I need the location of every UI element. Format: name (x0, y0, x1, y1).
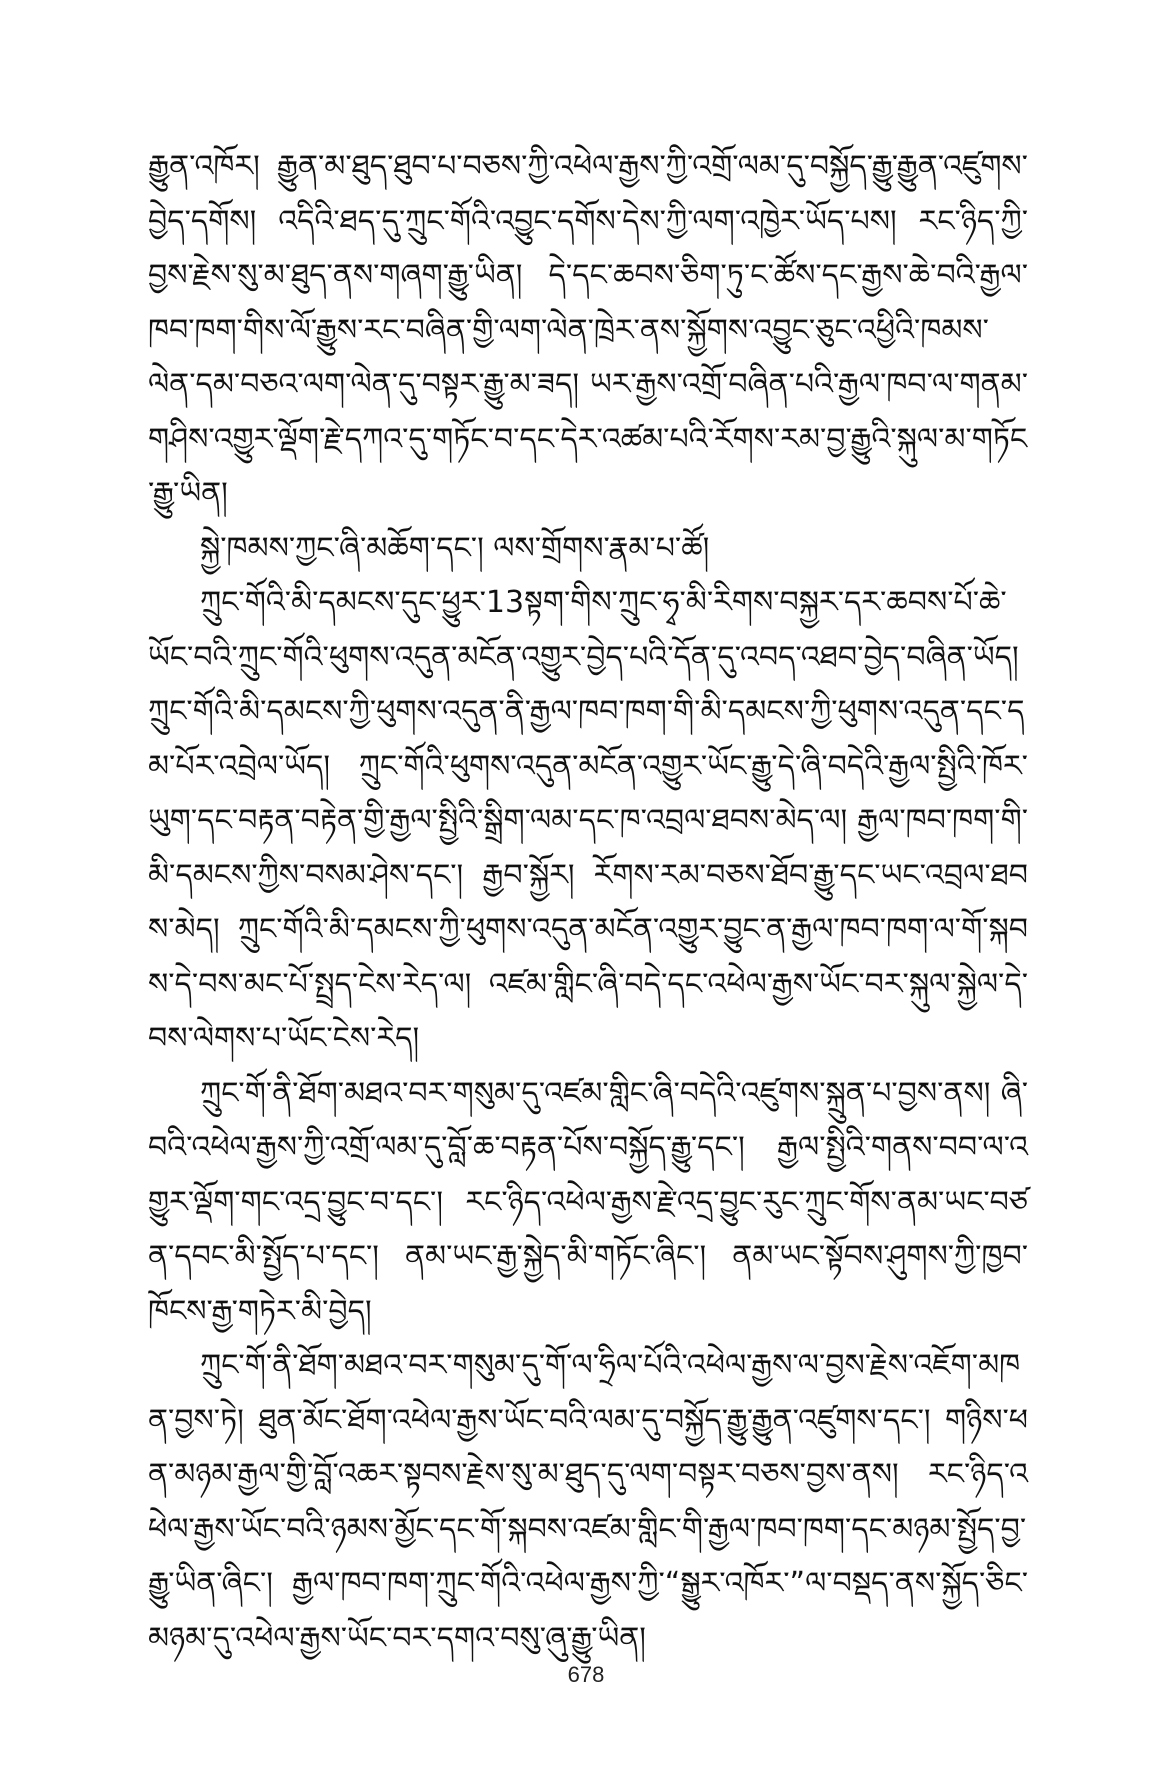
paragraph-1: རྒྱུན་འཁོར། རྒྱུན་མ་ཐུད་ཐུབ་པ་བཅས་ཀྱི་འཕེལ་རྒྱས་ཀྱི་འགྲོ་ལམ་དུ་བསྐྱོད་རྒྱུ་རྒྱུན་འཛུགས་བྱེད་དགོས། འདིའི་ཐད་དུ་ཀྲུང་གོའི་འབྱུང་དགོས་དེས་ཀྱི་ལག་འཁྱེར་ཡོད་པས། རང་ཉིད་ཀྱི་བྱས་རྗེས་སུ་མ་ཐུད་ནས་གཞག་རྒྱུ་ཡིན། དེ་དང་ཆབས་ཅིག་ཏུ་ང་ཚོས་དང་རྒྱས་ཆེ་བའི་རྒྱལ་ཁབ་ཁག་གིས་ལོ་རྒྱུས་རང་བཞིན་གྱི་ལག་ལེན་ཁྲེར་ནས་སྐྱོགས་འབྱུང་ཅུང་འཕྱིའི་ཁམས་ལེན་དམ་བཅའ་ལག་ལེན་དུ་བསྟར་རྒྱུ་མ་ཟད། ཡར་རྒྱས་འགྲོ་བཞིན་པའི་རྒྱལ་ཁབ་ལ་གནམ་གཤིས་འགྱུར་ལྡོག་རྗེ་དཀའ་དུ་གཏོང་བ་དང་དེར་འཚམ་པའི་རོགས་རམ་བྱ་རྒྱུའི་སྐུལ་མ་གཏོང་རྒྱུ་ཡིན། (148, 149, 1028, 511)
paragraph-3: ཀྲུང་གོའི་མི་དམངས་དུང་ཕྱུར་13སྟག་གིས་ཀྲུང་ཧྭ་མི་རིགས་བསྐྱར་དར་ཆབས་པོ་ཆེ་ཡོང་བའི་ཀྲུང་གོའི་ཕུགས་འདུན་མངོན་འགྱུར་བྱེད་པའི་དོན་དུ་འབད་འཐབ་བྱེད་བཞིན་ཡོད། ཀྲུང་གོའི་མི་དམངས་ཀྱི་ཕུགས་འདུན་ནི་རྒྱལ་ཁབ་ཁག་གི་མི་དམངས་ཀྱི་ཕུགས་འདུན་དང་དམ་པོར་འབྲེལ་ཡོད། ཀྲུང་གོའི་ཕུགས་འདུན་མངོན་འགྱུར་ཡོང་རྒྱུ་དེ་ཞི་བདེའི་རྒྱལ་སྤྱིའི་ཁོར་ཡུག་དང་བརྟན་བརྟེན་གྱི་རྒྱལ་སྤྱིའི་སྒྲིག་ལམ་དང་ཁ་འབྲལ་ཐབས་མེད་ལ། རྒྱལ་ཁབ་ཁག་གི་མི་དམངས་ཀྱིས་བསམ་ཤེས་དང་། རྒྱབ་སྐྱོར། རོགས་རམ་བཅས་ཐོབ་རྒྱུ་དང་ཡང་འབྲལ་ཐབས་མེད། ཀྲུང་གོའི་མི་དམངས་ཀྱི་ཕུགས་འདུན་མངོན་འགྱུར་བྱུང་ན་རྒྱལ་ཁབ་ཁག་ལ་གོ་སྐབས་དེ་བས་མང་པོ་སྤྲད་ངེས་རེད་ལ། འཛམ་གླིང་ཞི་བདེ་དང་འཕེལ་རྒྱས་ཡོང་བར་སྐུལ་སྐྱེལ་དེ་བས་ལེགས་པ་ཡོང་ངེས་རེད། (148, 585, 1029, 1056)
body-text (148, 140, 1028, 1666)
paragraph-2: སྐྱེ་ཁམས་ཀྱང་ཞི་མཆོག་དང་། ལས་གྲོགས་རྣམ་པ་ཚོ། (200, 530, 710, 566)
paragraph-4: ཀྲུང་གོ་ནི་ཐོག་མཐའ་བར་གསུམ་དུ་འཛམ་གླིང་ཞི་བདེའི་འཛུགས་སྐྲུན་པ་བྱས་ནས། ཞི་བའི་འཕེལ་རྒྱས་ཀྱི་འགྲོ་ལམ་དུ་བློ་ཆ་བརྟན་པོས་བསྐྱོད་རྒྱུ་དང་། རྒྱལ་སྤྱིའི་གནས་བབ་ལ་འགྱུར་ལྡོག་གང་འདྲ་བྱུང་བ་དང་། རང་ཉིད་འཕེལ་རྒྱས་རྗེ་འདྲ་བྱུང་རུང་ཀྲུང་གོས་ནམ་ཡང་བཙན་དབང་མི་སྤྱོད་པ་དང་། ནམ་ཡང་རྒྱ་སྐྱེད་མི་གཏོང་ཞིང་། ནམ་ཡང་སྟོབས་ཤུགས་ཀྱི་ཁྱབ་ཁོངས་རྒྱ་གཏེར་མི་བྱེད། (148, 1075, 1028, 1329)
page-number: 678 (567, 1662, 605, 1687)
paragraph-5: ཀྲུང་གོ་ནི་ཐོག་མཐའ་བར་གསུམ་དུ་གོ་ལ་ཧྲིལ་པོའི་འཕེལ་རྒྱས་ལ་བྱས་རྗེས་འཇོག་མཁན་བྱས་ཏེ། ཐུན་མོང་ཐོག་འཕེལ་རྒྱས་ཡོང་བའི་ལམ་དུ་བསྐྱོད་རྒྱུ་རྒྱུན་འཛུགས་དང་། གཉིས་ཕན་མཉམ་རྒྱལ་གྱི་བློ་འཆར་སྟབས་རྗེས་སུ་མ་ཐུད་དུ་ལག་བསྟར་བཅས་བྱས་ནས། རང་ཉིད་འཕེལ་རྒྱས་ཡོང་བའི་ཉམས་མྱོང་དང་གོ་སྐབས་འཛམ་གླིང་གི་རྒྱལ་ཁབ་ཁག་དང་མཉམ་སྤྱོད་བྱ་རྒྱུ་ཡིན་ཞིང་། རྒྱལ་ཁབ་ཁག་ཀྲུང་གོའི་འཕེལ་རྒྱས་ཀྱི་“སྒྱུར་འཁོར་”ལ་བསྡད་ནས་སྐྱོད་ཅིང་མཉམ་དུ་འཕེལ་རྒྱས་ཡོང་བར་དགའ་བསུ་ཞུ་རྒྱུ་ཡིན། (148, 1348, 1028, 1656)
